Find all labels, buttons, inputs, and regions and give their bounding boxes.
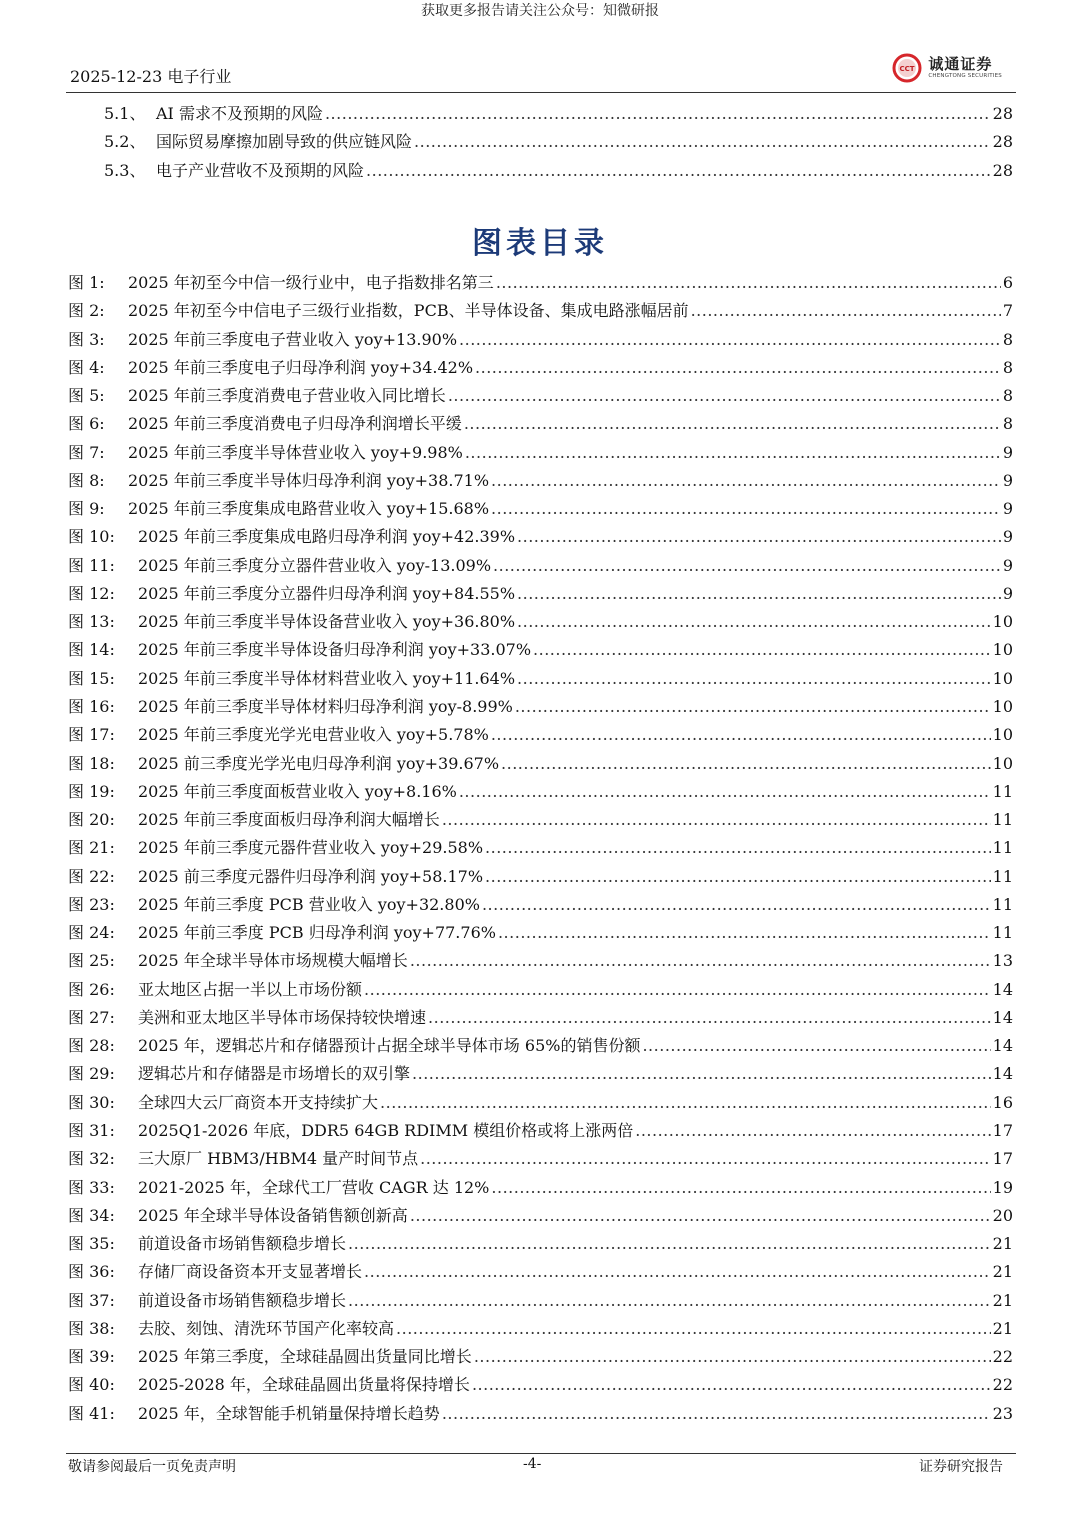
figure-caption: 2025 年前三季度电子营业收入 yoy+13.90%: [128, 329, 458, 349]
figure-caption: 逻辑芯片和存储器是市场增长的双引擎: [138, 1064, 411, 1084]
figure-number: 图 41:: [68, 1403, 115, 1423]
figure-entry[interactable]: [68, 751, 1013, 779]
figure-page: 9: [1002, 442, 1013, 462]
page-header: [70, 56, 1010, 96]
figure-page: 9: [1002, 470, 1013, 490]
leader-dots: [420, 1149, 991, 1168]
toc-number: 5.3、: [104, 160, 146, 180]
figure-entry[interactable]: [68, 1175, 1013, 1203]
figure-page: 20: [992, 1205, 1013, 1225]
figure-number: 图 22:: [68, 866, 115, 886]
figure-page: 21: [992, 1318, 1013, 1338]
figure-number: 图 20:: [68, 810, 115, 830]
figure-number: 图 4:: [68, 357, 105, 377]
figure-page: 7: [1002, 301, 1013, 321]
figure-caption: 2025Q1-2026 年底，DDR5 64GB RDIMM 模组价格或将上涨两倍: [138, 1120, 634, 1140]
leader-dots: [485, 867, 991, 886]
leader-dots: [517, 584, 1001, 603]
figure-page: 10: [992, 668, 1013, 688]
figure-entry[interactable]: [68, 807, 1013, 835]
figure-page: 9: [1002, 583, 1013, 603]
leader-dots: [412, 1064, 991, 1083]
leader-dots: [414, 132, 991, 151]
figure-entry[interactable]: [68, 1203, 1013, 1231]
figure-entry[interactable]: [68, 355, 1013, 383]
figure-number: 图 32:: [68, 1149, 115, 1169]
footer-report-type: 证券研究报告: [919, 1459, 1003, 1475]
figure-caption: 2025 前三季度元器件归母净利润 yoy+58.17%: [138, 866, 484, 886]
figure-entry[interactable]: [68, 383, 1013, 411]
figure-number: 图 5:: [68, 386, 105, 406]
figure-caption: 2025 年前三季度消费电子归母净利润增长平缓: [128, 414, 462, 434]
footer-divider: [66, 1453, 1016, 1454]
figure-number: 图 18:: [68, 753, 115, 773]
figure-page: 10: [992, 612, 1013, 632]
figure-page: 10: [992, 696, 1013, 716]
leader-dots: [442, 1404, 991, 1423]
figure-page: 14: [992, 1064, 1013, 1084]
figure-caption: 2025 年前三季度半导体材料归母净利润 yoy-8.99%: [138, 696, 513, 716]
figure-caption: 2025 年全球半导体设备销售额创新高: [138, 1205, 408, 1225]
figure-page: 23: [992, 1403, 1013, 1423]
leader-dots: [635, 1121, 990, 1140]
figure-page: 19: [992, 1177, 1013, 1197]
figure-caption: 2025 年第三季度，全球硅晶圆出货量同比增长: [138, 1347, 472, 1367]
figure-entry[interactable]: [68, 1118, 1013, 1146]
figure-entry[interactable]: [68, 1146, 1013, 1174]
figure-caption: 2025 年全球半导体市场规模大幅增长: [138, 951, 408, 971]
figure-page: 8: [1002, 414, 1013, 434]
leader-dots: [442, 810, 991, 829]
figure-page: 14: [992, 979, 1013, 999]
leader-dots: [348, 1291, 991, 1310]
figure-caption: 2025 年前三季度半导体材料营业收入 yoy+11.64%: [138, 668, 516, 688]
figure-caption: 2025 年前三季度元器件营业收入 yoy+29.58%: [138, 838, 484, 858]
promo-banner: 获取更多报告请关注公众号：知微研报: [421, 3, 659, 19]
figure-entry[interactable]: [68, 581, 1013, 609]
figure-caption: 2025 年前三季度半导体设备营业收入 yoy+36.80%: [138, 612, 516, 632]
header-divider: [66, 92, 1016, 93]
figure-number: 图 39:: [68, 1347, 115, 1367]
figure-page: 16: [992, 1092, 1013, 1112]
figure-caption: 2021-2025 年，全球代工厂营收 CAGR 达 12%: [138, 1177, 490, 1197]
figure-page: 9: [1002, 527, 1013, 547]
toc-row[interactable]: [104, 129, 1013, 157]
figure-number: 图 40:: [68, 1375, 115, 1395]
figure-caption: 2025 年前三季度消费电子营业收入同比增长: [128, 386, 446, 406]
figure-caption: 2025 年前三季度半导体营业收入 yoy+9.98%: [128, 442, 463, 462]
toc-page: 28: [992, 160, 1013, 180]
figure-entry[interactable]: [68, 524, 1013, 552]
figure-number: 图 35:: [68, 1234, 115, 1254]
figure-page: 13: [992, 951, 1013, 971]
figure-number: 图 7:: [68, 442, 105, 462]
leader-dots: [364, 980, 991, 999]
figure-entry[interactable]: [68, 1231, 1013, 1259]
figure-entry[interactable]: [68, 948, 1013, 976]
figure-number: 图 19:: [68, 781, 115, 801]
figure-page: 11: [992, 923, 1013, 943]
toc-subsections: [104, 101, 1013, 186]
figure-number: 图 6:: [68, 414, 105, 434]
figure-entry[interactable]: [68, 1061, 1013, 1089]
leader-dots: [428, 1008, 991, 1027]
figure-number: 图 11:: [68, 555, 115, 575]
leader-dots: [491, 725, 991, 744]
toc-row[interactable]: [104, 158, 1013, 186]
leader-dots: [491, 471, 1001, 490]
leader-dots: [485, 838, 991, 857]
page-footer: [68, 1456, 1003, 1476]
figure-caption: 2025 年，全球智能手机销量保持增长趋势: [138, 1403, 440, 1423]
figure-number: 图 26:: [68, 979, 115, 999]
leader-dots: [396, 1319, 991, 1338]
figure-entry[interactable]: [68, 553, 1013, 581]
figure-number: 图 16:: [68, 696, 115, 716]
figure-caption: 2025 年，逻辑芯片和存储器预计占据全球半导体市场 65%的销售份额: [138, 1036, 641, 1056]
figure-page: 22: [992, 1347, 1013, 1367]
figure-page: 21: [992, 1262, 1013, 1282]
figure-entry[interactable]: [68, 1259, 1013, 1287]
figure-entry[interactable]: [68, 496, 1013, 524]
figure-page: 11: [992, 866, 1013, 886]
figure-index-list: [68, 270, 1013, 1429]
figure-page: 21: [992, 1290, 1013, 1310]
figure-caption: 2025 年前三季度半导体设备归母净利润 yoy+33.07%: [138, 640, 532, 660]
figure-entry[interactable]: [68, 694, 1013, 722]
leader-dots: [325, 104, 991, 123]
company-logo: [892, 48, 1002, 88]
figure-caption: 2025 年前三季度分立器件营业收入 yoy-13.09%: [138, 555, 492, 575]
figure-number: 图 14:: [68, 640, 115, 660]
figure-caption: 2025 年前三季度面板营业收入 yoy+8.16%: [138, 781, 457, 801]
figure-page: 17: [992, 1120, 1013, 1140]
figure-number: 图 31:: [68, 1120, 115, 1140]
figure-number: 图 33:: [68, 1177, 115, 1197]
figure-entry[interactable]: [68, 779, 1013, 807]
figure-entry[interactable]: [68, 270, 1013, 298]
figure-number: 图 17:: [68, 725, 115, 745]
figure-number: 图 24:: [68, 923, 115, 943]
figure-caption: 2025 年前三季度分立器件归母净利润 yoy+84.55%: [138, 583, 516, 603]
figure-number: 图 2:: [68, 301, 105, 321]
figure-entry[interactable]: [68, 468, 1013, 496]
toc-title: 国际贸易摩擦加剧导致的供应链风险: [156, 132, 413, 152]
figure-number: 图 37:: [68, 1290, 115, 1310]
figure-caption: 前道设备市场销售额稳步增长: [138, 1290, 347, 1310]
figure-page: 10: [992, 725, 1013, 745]
figure-caption: 2025 前三季度光学光电归母净利润 yoy+39.67%: [138, 753, 500, 773]
toc-number: 5.2、: [104, 132, 146, 152]
figure-caption: 亚太地区占据一半以上市场份额: [138, 979, 363, 999]
page-number: -4-: [523, 1456, 542, 1472]
figure-page: 9: [1002, 555, 1013, 575]
leader-dots: [364, 1262, 991, 1281]
figure-entry[interactable]: [68, 327, 1013, 355]
figure-caption: 2025 年初至今中信一级行业中，电子指数排名第三: [128, 273, 494, 292]
logo-english-name: CHENGTONG SECURITIES: [928, 72, 1002, 79]
figure-number: 图 23:: [68, 894, 115, 914]
figure-number: 图 1:: [68, 273, 105, 292]
figure-caption: 美洲和亚太地区半导体市场保持较快增速: [138, 1007, 427, 1027]
leader-dots: [491, 499, 1001, 518]
leader-dots: [410, 1206, 991, 1225]
figure-page: 14: [992, 1007, 1013, 1027]
figure-page: 17: [992, 1149, 1013, 1169]
leader-dots: [517, 527, 1001, 546]
figure-page: 6: [1002, 273, 1013, 292]
figure-entry[interactable]: [68, 864, 1013, 892]
figure-number: 图 10:: [68, 527, 115, 547]
figure-caption: 2025 年前三季度面板归母净利润大幅增长: [138, 810, 440, 830]
figure-page: 21: [992, 1234, 1013, 1254]
figure-number: 图 3:: [68, 329, 105, 349]
figure-entry[interactable]: [68, 722, 1013, 750]
figure-caption: 2025 年前三季度光学光电营业收入 yoy+5.78%: [138, 725, 489, 745]
figure-page: 10: [992, 640, 1013, 660]
logo-chinese-name: 诚通证券: [928, 54, 993, 73]
figure-number: 图 38:: [68, 1318, 115, 1338]
figure-page: 8: [1002, 386, 1013, 406]
figure-page: 10: [992, 753, 1013, 773]
figure-number: 图 29:: [68, 1064, 115, 1084]
logo-mark-text: CCT: [899, 65, 915, 73]
figure-page: 11: [992, 838, 1013, 858]
leader-dots: [498, 923, 991, 942]
leader-dots: [366, 161, 991, 180]
figure-number: 图 27:: [68, 1007, 115, 1027]
figure-page: 8: [1002, 329, 1013, 349]
leader-dots: [533, 640, 991, 659]
figure-entry[interactable]: [68, 1401, 1013, 1429]
leader-dots: [501, 754, 991, 773]
leader-dots: [515, 697, 991, 716]
figure-entry[interactable]: [68, 1288, 1013, 1316]
figure-entry[interactable]: [68, 1316, 1013, 1344]
toc-title: AI 需求不及预期的风险: [156, 104, 323, 123]
figure-caption: 2025 年前三季度集成电路营业收入 yoy+15.68%: [128, 499, 490, 519]
leader-dots: [642, 1036, 990, 1055]
figure-number: 图 9:: [68, 499, 105, 519]
figure-caption: 去胶、刻蚀、清洗环节国产化率较高: [138, 1318, 395, 1338]
header-date-sector: 2025-12-23 电子行业: [70, 67, 232, 86]
leader-dots: [482, 895, 991, 914]
figure-caption: 2025-2028 年，全球硅晶圆出货量将保持增长: [138, 1375, 470, 1395]
figure-entry[interactable]: [68, 637, 1013, 665]
figure-caption: 2025 年前三季度集成电路归母净利润 yoy+42.39%: [138, 527, 516, 547]
figure-entry[interactable]: [68, 666, 1013, 694]
logo-mark-icon: [892, 53, 922, 83]
figure-number: 图 8:: [68, 470, 105, 490]
leader-dots: [465, 443, 1001, 462]
leader-dots: [474, 1347, 991, 1366]
figure-number: 图 36:: [68, 1262, 115, 1282]
figure-page: 14: [992, 1036, 1013, 1056]
figure-number: 图 21:: [68, 838, 115, 858]
figure-entry[interactable]: [68, 1372, 1013, 1400]
leader-dots: [464, 414, 1001, 433]
toc-title: 电子产业营收不及预期的风险: [156, 160, 365, 180]
leader-dots: [380, 1093, 991, 1112]
figure-caption: 2025 年前三季度半导体归母净利润 yoy+38.71%: [128, 470, 490, 490]
leader-dots: [491, 1178, 990, 1197]
figure-entry[interactable]: [68, 1033, 1013, 1061]
toc-page: 28: [992, 104, 1013, 123]
figure-number: 图 12:: [68, 583, 115, 603]
figure-page: 9: [1002, 499, 1013, 519]
leader-dots: [459, 782, 991, 801]
figure-number: 图 28:: [68, 1036, 115, 1056]
figure-entry[interactable]: [68, 1090, 1013, 1118]
toc-number: 5.1、: [104, 104, 146, 123]
figure-number: 图 34:: [68, 1205, 115, 1225]
leader-dots: [496, 273, 1001, 292]
figure-caption: 2025 年前三季度 PCB 归母净利润 yoy+77.76%: [138, 923, 496, 943]
figure-entry[interactable]: [68, 440, 1013, 468]
leader-dots: [517, 612, 991, 631]
figure-page: 11: [992, 781, 1013, 801]
leader-dots: [410, 951, 991, 970]
leader-dots: [517, 669, 991, 688]
figure-caption: 2025 年前三季度 PCB 营业收入 yoy+32.80%: [138, 894, 480, 914]
figure-page: 11: [992, 810, 1013, 830]
figure-number: 图 13:: [68, 612, 115, 632]
figure-entry[interactable]: [68, 298, 1013, 326]
figure-entry[interactable]: [68, 1344, 1013, 1372]
figure-caption: 2025 年初至今中信电子三级行业指数，PCB、半导体设备、集成电路涨幅居前: [128, 301, 689, 321]
figure-page: 11: [992, 894, 1013, 914]
figure-entry[interactable]: [68, 1005, 1013, 1033]
leader-dots: [459, 330, 1001, 349]
figure-caption: 前道设备市场销售额稳步增长: [138, 1234, 347, 1254]
figure-caption: 2025 年前三季度电子归母净利润 yoy+34.42%: [128, 357, 474, 377]
figure-caption: 全球四大云厂商资本开支持续扩大: [138, 1092, 379, 1112]
figure-entry[interactable]: [68, 411, 1013, 439]
leader-dots: [691, 301, 1001, 320]
toc-page: 28: [992, 132, 1013, 152]
leader-dots: [493, 556, 1001, 575]
leader-dots: [348, 1234, 991, 1253]
figure-entry[interactable]: [68, 609, 1013, 637]
leader-dots: [472, 1375, 991, 1394]
leader-dots: [448, 386, 1001, 405]
toc-row[interactable]: [104, 101, 1013, 129]
leader-dots: [475, 358, 1001, 377]
footer-disclaimer: 敬请参阅最后一页免责声明: [68, 1459, 236, 1475]
figure-index-title: 图表目录: [472, 226, 608, 261]
figure-page: 8: [1002, 357, 1013, 377]
figure-page: 22: [992, 1375, 1013, 1395]
figure-entry[interactable]: [68, 835, 1013, 863]
figure-entry[interactable]: [68, 977, 1013, 1005]
figure-caption: 存储厂商设备资本开支显著增长: [138, 1262, 363, 1282]
figure-number: 图 15:: [68, 668, 115, 688]
figure-entry[interactable]: [68, 920, 1013, 948]
figure-entry[interactable]: [68, 892, 1013, 920]
figure-number: 图 25:: [68, 951, 115, 971]
figure-number: 图 30:: [68, 1092, 115, 1112]
figure-caption: 三大原厂 HBM3/HBM4 量产时间节点: [138, 1149, 419, 1169]
